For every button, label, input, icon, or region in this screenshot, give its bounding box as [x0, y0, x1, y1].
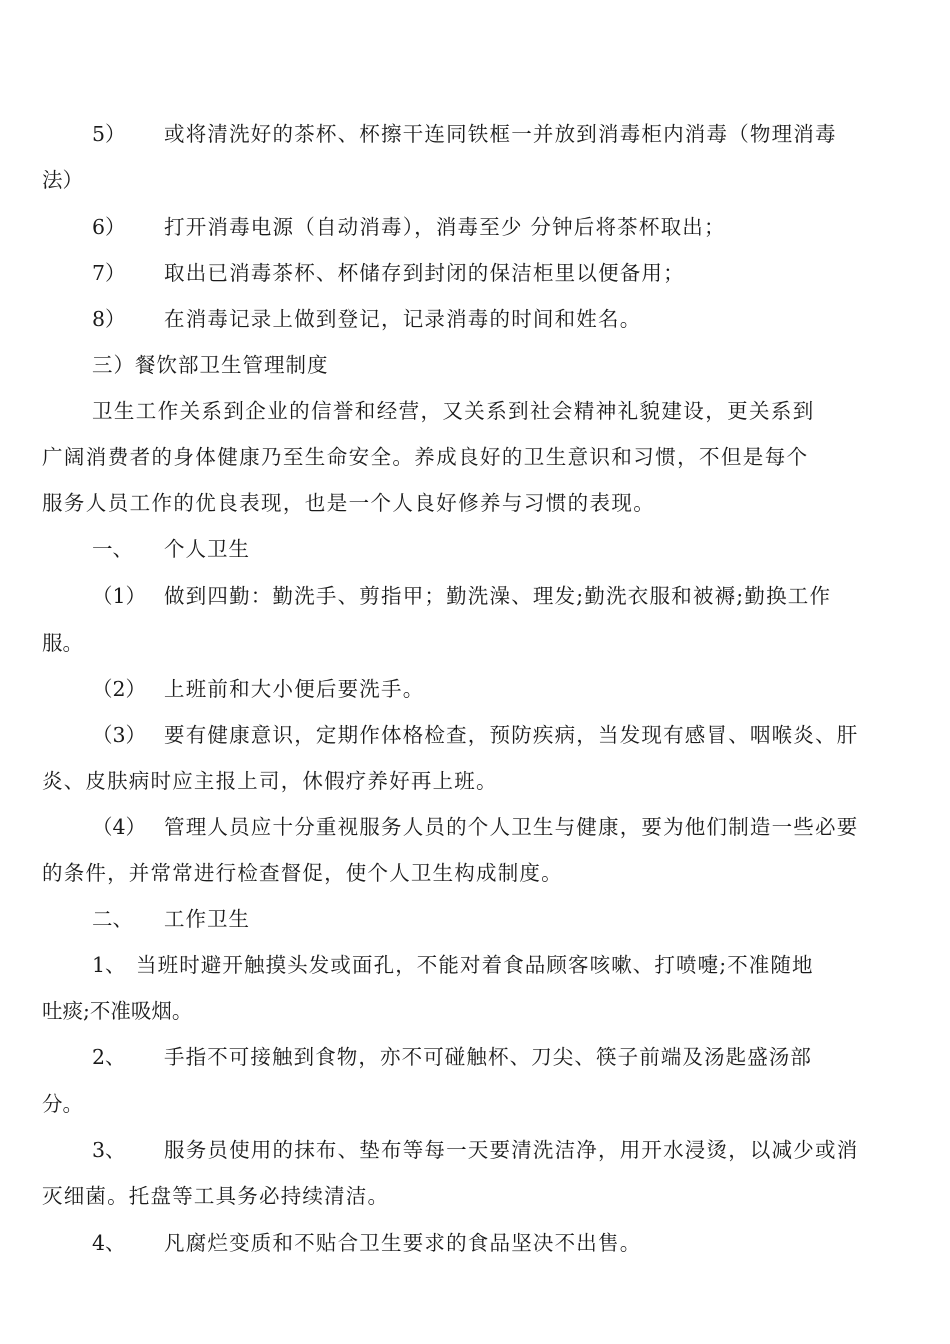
item-marker: （2） [92, 677, 147, 701]
section-heading: 三）餐饮部卫生管理制度 [92, 353, 329, 377]
item-text: 或将清洗好的茶杯、杯擦干连同铁框一并放到消毒柜内消毒（物理消毒 [164, 122, 837, 146]
item-marker: 8） [92, 307, 126, 331]
item-text: 管理人员应十分重视服务人员的个人卫生与健康，要为他们制造一些必要 [164, 815, 859, 839]
subsection-marker: 二、 [92, 907, 133, 931]
item-marker: 4、 [92, 1231, 126, 1255]
subsection-marker: 一、 [92, 537, 133, 561]
item-text-continued: 灭细菌。托盘等工具务必持续清洁。 [42, 1184, 390, 1208]
item-text: 做到四勤：勤洗手、剪指甲；勤洗澡、理发;勤洗衣服和被褥;勤换工作 [164, 584, 832, 608]
item-marker: （4） [92, 815, 147, 839]
item-marker: 3、 [92, 1138, 126, 1162]
item-text: 当班时避开触摸头发或面孔，不能对着食品顾客咳嗽、打喷嚏;不准随地 [136, 953, 814, 977]
item-marker: （3） [92, 723, 147, 747]
item-text: 上班前和大小便后要洗手。 [164, 677, 425, 701]
item-marker: （1） [92, 584, 147, 608]
item-text-continued: 服。 [42, 631, 83, 655]
item-text: 在消毒记录上做到登记，记录消毒的时间和姓名。 [164, 307, 642, 331]
paragraph-line: 卫生工作关系到企业的信誉和经营，又关系到社会精神礼貌建设，更关系到 [92, 399, 815, 423]
item-text: 手指不可接触到食物，亦不可碰触杯、刀尖、筷子前端及汤匙盛汤部 [164, 1045, 812, 1069]
subsection-title: 个人卫生 [164, 537, 250, 561]
item-text: 要有健康意识，定期作体格检查，预防疾病，当发现有感冒、咽喉炎、肝 [164, 723, 859, 747]
subsection-title: 工作卫生 [164, 907, 250, 931]
item-text-continued: 法） [42, 168, 83, 192]
item-text: 打开消毒电源（自动消毒），消毒至少 分钟后将茶杯取出； [164, 215, 726, 239]
item-marker: 5） [92, 122, 126, 146]
item-marker: 2、 [92, 1045, 126, 1069]
item-text: 服务员使用的抹布、垫布等每一天要清洗洁净，用开水浸烫，以减少或消 [164, 1138, 859, 1162]
item-text-continued: 吐痰;不准吸烟。 [42, 999, 193, 1023]
item-text-continued: 炎、皮肤病时应主报上司，休假疗养好再上班。 [42, 769, 498, 793]
item-text: 取出已消毒茶杯、杯储存到封闭的保洁柜里以便备用； [164, 261, 685, 285]
paragraph-line: 广阔消费者的身体健康乃至生命安全。养成良好的卫生意识和习惯，不但是每个 [42, 445, 809, 469]
item-marker: 7） [92, 261, 126, 285]
item-text: 凡腐烂变质和不贴合卫生要求的食品坚决不出售。 [164, 1231, 642, 1255]
item-text-continued: 分。 [42, 1092, 83, 1116]
paragraph-line: 服务人员工作的优良表现，也是一个人良好修养与习惯的表现。 [42, 491, 656, 515]
item-marker: 1、 [92, 953, 126, 977]
item-marker: 6） [92, 215, 126, 239]
item-text-continued: 的条件，并常常进行检查督促，使个人卫生构成制度。 [42, 861, 563, 885]
